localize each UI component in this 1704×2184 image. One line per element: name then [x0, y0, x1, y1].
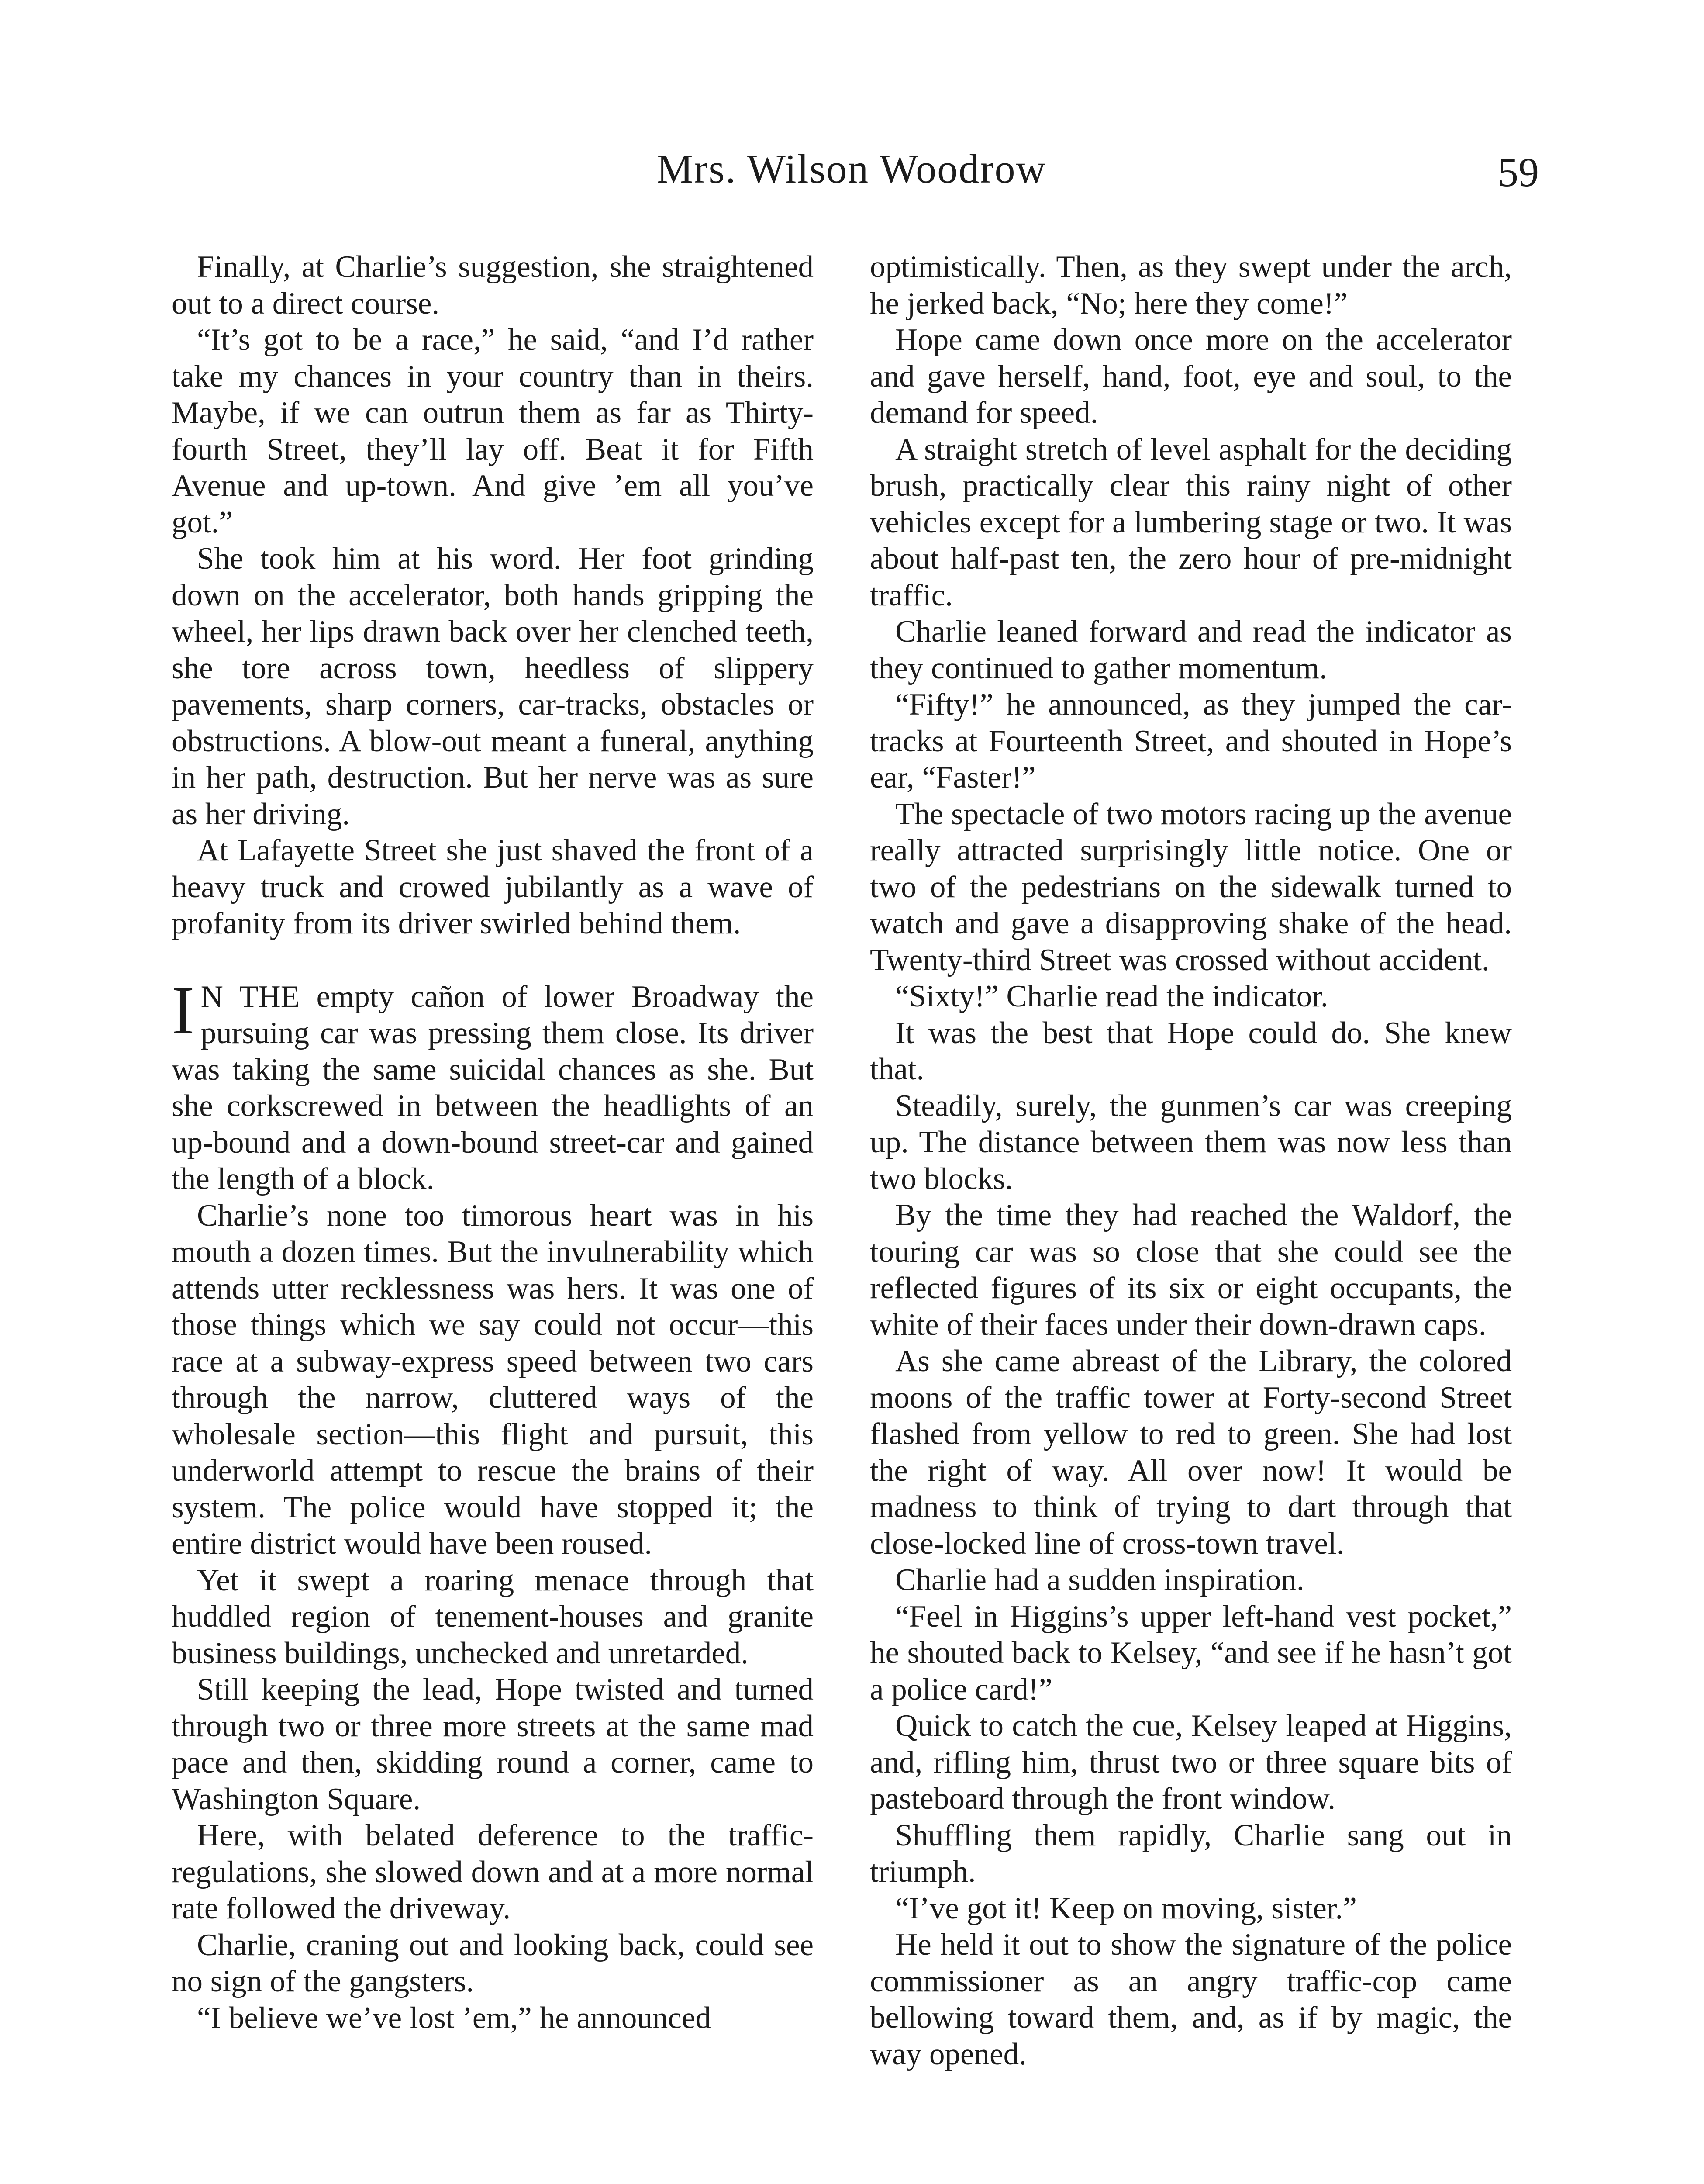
paragraph: Charlie’s none too timorous heart was in his mouth a dozen times. But the invulnerability which attends utter recklessness was hers. It was one of those things which we say could not occur—this race at a subway-express speed between two cars through the narrow, cluttered ways of the wholesale section—this flight and pursuit, this underworld attempt to rescue the brains of their system. The police would have stopped it; the entire district would have been roused. [172, 1198, 814, 1561]
left-column [172, 249, 814, 2036]
paragraph: “I’ve got it! Keep on moving, sister.” [895, 1891, 1357, 1925]
page-number: 59 [1498, 150, 1539, 195]
paragraph: Charlie, craning out and looking back, could see no sign of the gangsters. [172, 1928, 814, 1998]
running-title: Mrs. Wilson Woodrow [656, 146, 1047, 192]
paragraph: Steadily, surely, the gunmen’s car was creeping up. The distance between them was now less than two blocks. [870, 1089, 1512, 1196]
paragraph: Finally, at Charlie’s suggestion, she straightened out to a direct course. [172, 250, 814, 321]
paragraph: “Fifty!” he announced, as they jumped the car-tracks at Fourteenth Street, and shouted in Hope’s ear, “Faster!” [870, 688, 1512, 795]
paragraph: She took him at his word. Her foot grinding down on the accelerator, both hands gripping the wheel, her lips drawn back over her clenched teeth, she tore across town, heedless of slippery pavements, sharp corners, car-tracks, obstacles or obstructions. A blow-out meant a funeral, anything in her path, destruction. But her nerve was as sure as her driving. [172, 542, 814, 831]
paragraph: Charlie leaned forward and read the indicator as they continued to gather momentum. [870, 615, 1512, 685]
paragraph-text: empty cañon of lower Broadway the pursuing car was pressing them close. Its driver was taking the same suicidal chances as she. But she corkscrewed in between the headlights of an up-bound and a down-bound street-car and gained the length of a block. [172, 979, 814, 1196]
small-caps-lead: N THE [200, 979, 300, 1014]
paragraph: Yet it swept a roaring menace through that huddled region of tenement-houses and granite business buildings, unchecked and unretarded. [172, 1563, 814, 1670]
paragraph: Charlie had a sudden inspiration. [895, 1563, 1304, 1597]
paragraph-continued: optimistically. Then, as they swept under the arch, he jerked back, “No; here they come!” [870, 250, 1512, 321]
paragraph: It was the best that Hope could do. She knew that. [870, 1016, 1512, 1086]
paragraph: As she came abreast of the Library, the colored moons of the traffic tower at Forty-second Street flashed from yellow to red to green. She had lost the right of way. All over now! It would be madness to think of trying to dart through that close-locked line of cross-town travel. [870, 1344, 1512, 1561]
paragraph: Hope came down once more on the accelerator and gave herself, hand, foot, eye and soul, to the demand for speed. [870, 323, 1512, 430]
paragraph: Quick to catch the cue, Kelsey leaped at Higgins, and, rifling him, thrust two or three square bits of pasteboard through the front window. [870, 1709, 1512, 1816]
paragraph: At Lafayette Street she just shaved the front of a heavy truck and crowed jubilantly as a wave of profanity from its driver swirled behind them. [172, 833, 814, 940]
section-opening-paragraph [172, 972, 814, 1198]
right-column [870, 249, 1512, 2073]
paragraph: Still keeping the lead, Hope twisted and turned through two or three more streets at the same mad pace and then, skidding round a corner, came to Washington Square. [172, 1673, 814, 1816]
paragraph: He held it out to show the signature of the police commissioner as an angry traffic-cop came bellowing toward them, and, as if by magic, the way opened. [870, 1928, 1512, 2071]
paragraph: The spectacle of two motors racing up the avenue really attracted surprisingly little notice. One or two of the pedestrians on the sidewalk turned to watch and gave a disapproving shake of the head. Twenty-third Street was crossed without accident. [870, 797, 1512, 977]
paragraph: Shuffling them rapidly, Charlie sang out in triumph. [870, 1818, 1512, 1889]
paragraph: A straight stretch of level asphalt for the deciding brush, practically clear this rainy night of other vehicles except for a lumbering stage or two. It was about half-past ten, the zero hour of pre-midnight traffic. [870, 432, 1512, 612]
paragraph: “Feel in Higgins’s upper left-hand vest pocket,” he shouted back to Kelsey, “and see if he hasn’t got a police card!” [870, 1599, 1512, 1707]
paragraph: Here, with belated deference to the traffic-regulations, she slowed down and at a more normal rate followed the driveway. [172, 1818, 814, 1925]
paragraph: “I believe we’ve lost ’em,” he announced [197, 2001, 711, 2035]
paragraph: “It’s got to be a race,” he said, “and I’d rather take my chances in your country than in theirs. Maybe, if we can outrun them as far as Thirty-fourth Street, they’ll lay off. Beat it for Fifth Avenue and up-town. And give ’em all you’ve got.” [172, 323, 814, 539]
paragraph: By the time they had reached the Waldorf, the touring car was so close that she could see the reflected figures of its six or eight occupants, the white of their faces under their down-drawn caps. [870, 1198, 1512, 1342]
drop-cap: I [172, 972, 195, 1049]
paragraph: “Sixty!” Charlie read the indicator. [895, 979, 1328, 1013]
